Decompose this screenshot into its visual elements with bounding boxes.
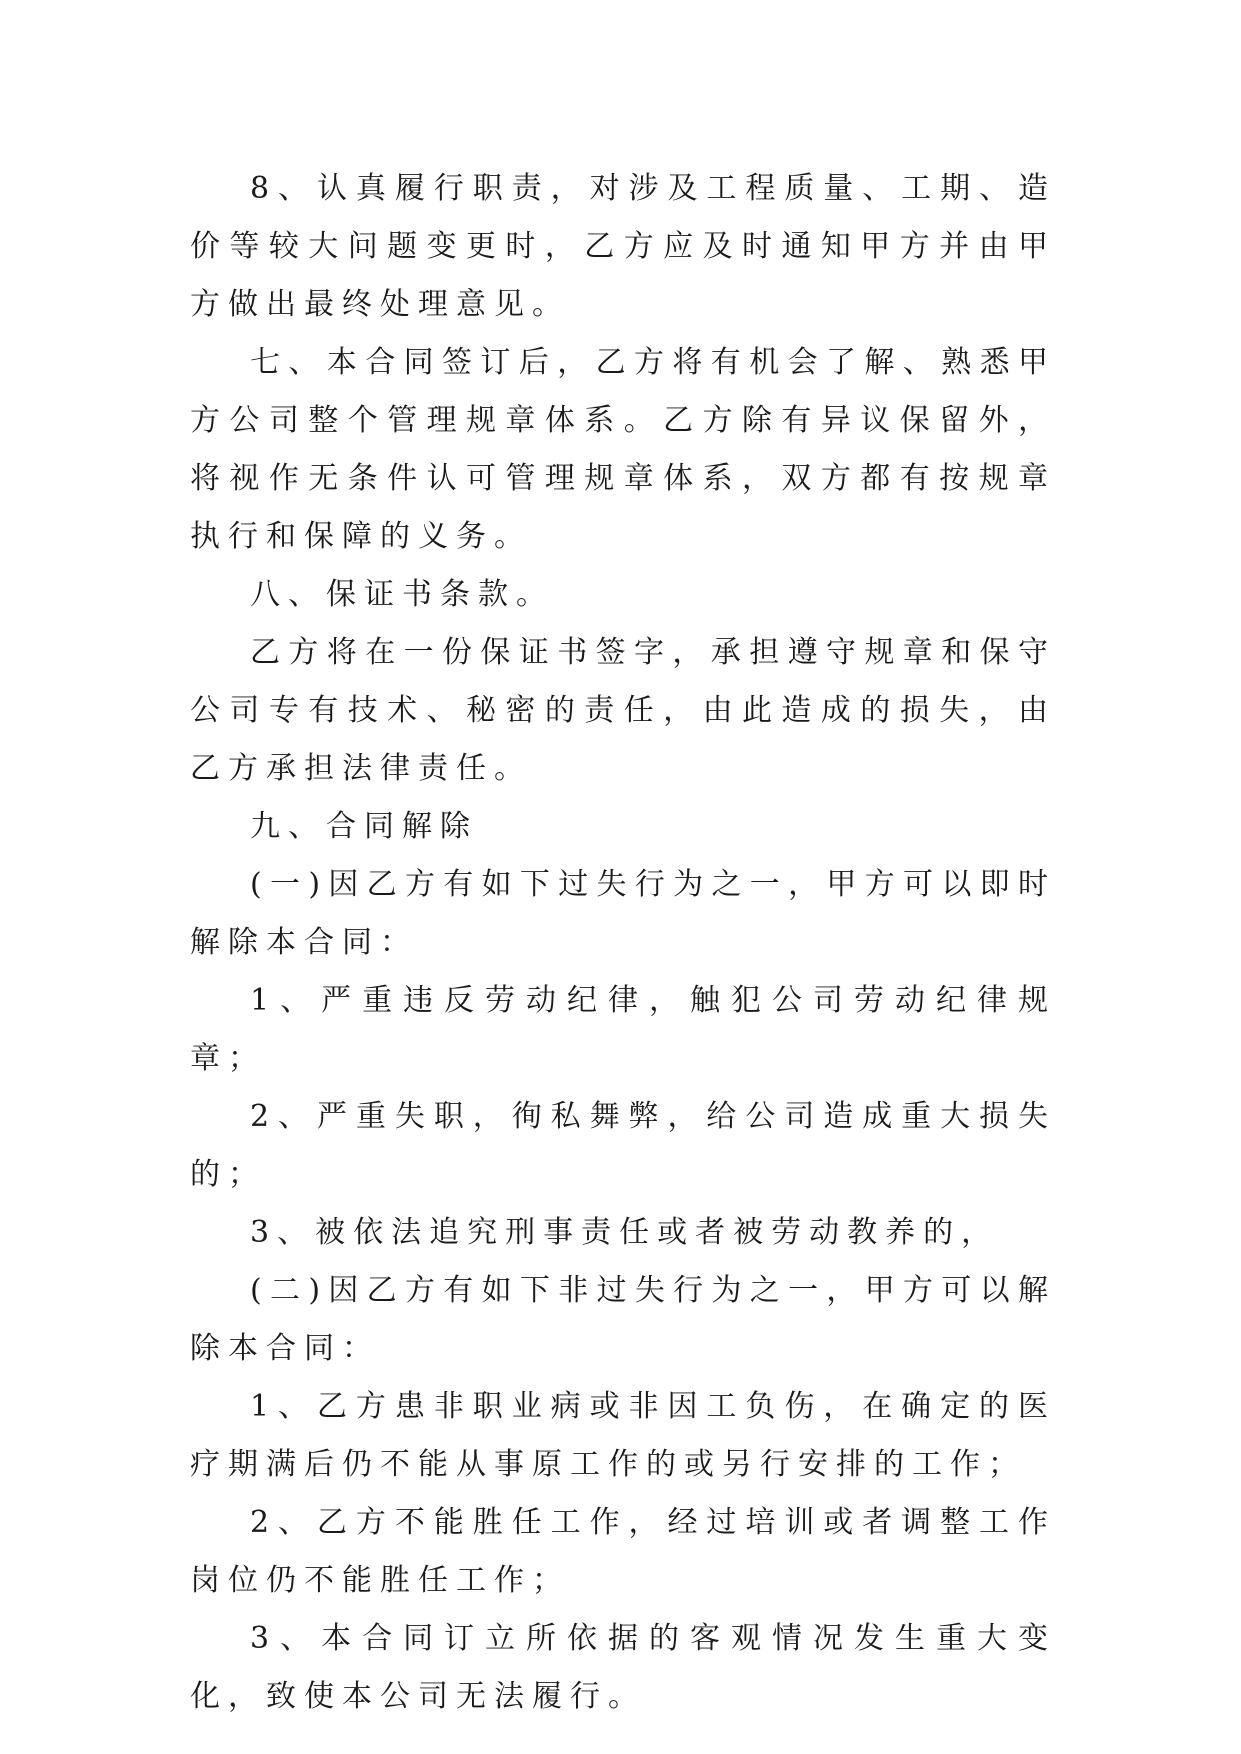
paragraph-clause-8: 8、认真履行职责，对涉及工程质量、工期、造价等较大问题变更时，乙方应及时通知甲方并由甲方做出最终处理意见。: [190, 171, 1056, 322]
paragraph-section-7: 七、本合同签订后，乙方将有机会了解、熟悉甲方公司整个管理规章体系。乙方除有异议保留外，将视作无条件认可管理规章体系，双方都有按规章执行和保障的义务。: [190, 345, 1056, 554]
paragraph-nonfault-item-2: 2、乙方不能胜任工作，经过培训或者调整工作岗位仍不能胜任工作；: [190, 1505, 1056, 1598]
document-body: [190, 160, 1056, 1726]
paragraph-section-9-heading: 九、合同解除: [250, 809, 478, 844]
paragraph-fault-item-3: 3、被依法追究刑事责任或者被劳动教养的，: [250, 1215, 1000, 1250]
paragraph-nonfault-item-3: 3、本合同订立所依据的客观情况发生重大变化，致使本公司无法履行。: [190, 1621, 1056, 1714]
paragraph-fault-item-1: 1、严重违反劳动纪律，触犯公司劳动纪律规章；: [190, 983, 1056, 1076]
paragraph-section-8-heading: 八、保证书条款。: [250, 577, 554, 612]
paragraph-fault-item-2: 2、严重失职，徇私舞弊，给公司造成重大损失的；: [190, 1099, 1056, 1192]
paragraph-termination-nonfault: (二)因乙方有如下非过失行为之一，甲方可以解除本合同：: [190, 1273, 1056, 1366]
paragraph-termination-fault: (一)因乙方有如下过失行为之一，甲方可以即时解除本合同：: [190, 867, 1056, 960]
paragraph-nonfault-item-1: 1、乙方患非职业病或非因工负伤，在确定的医疗期满后仍不能从事原工作的或另行安排的工作；: [190, 1389, 1056, 1482]
paragraph-guarantee: 乙方将在一份保证书签字，承担遵守规章和保守公司专有技术、秘密的责任，由此造成的损失，由乙方承担法律责任。: [190, 635, 1056, 786]
